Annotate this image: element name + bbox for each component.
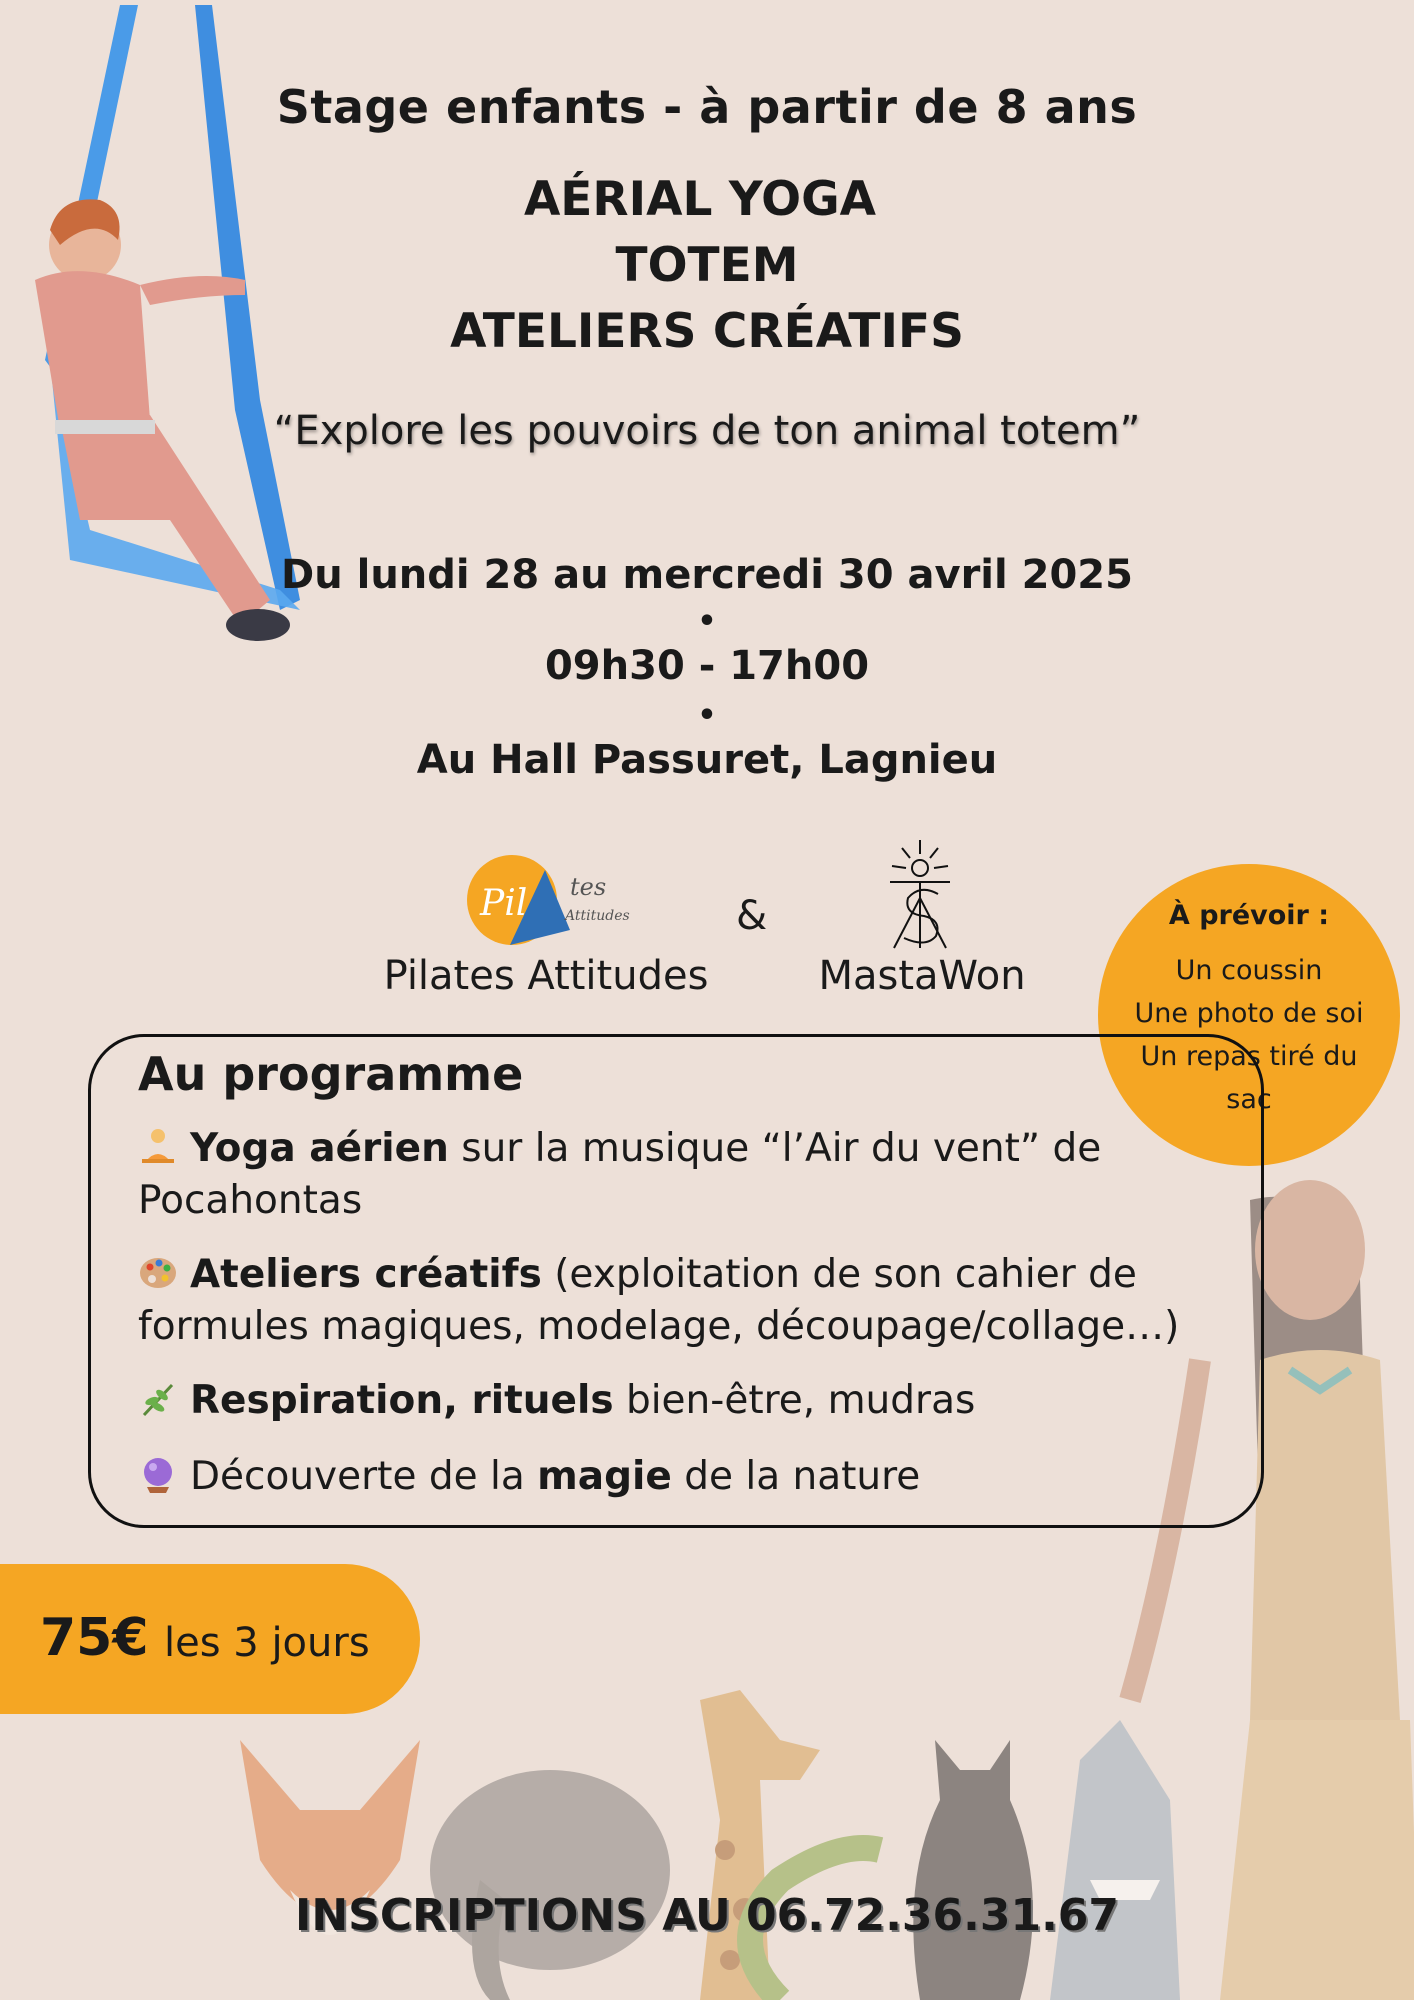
animals-illustration [220,1680,1220,2000]
price-label: les 3 jours [164,1620,370,1666]
location: Au Hall Passuret, Lagnieu [416,737,998,783]
separator-bullet: • [697,698,717,733]
partner-name-pilates: Pilates Attitudes [383,953,709,999]
a-prevoir-title: À prévoir : [1168,900,1330,931]
svg-text:Attitudes: Attitudes [565,908,630,924]
programme-item-respiration: Respiration, rituels bien-être, mudras [138,1375,1248,1427]
a-prevoir-item: sac [1226,1084,1272,1115]
separator-bullet: • [697,604,717,639]
subtitle: Stage enfants - à partir de 8 ans [276,80,1138,134]
herb-icon [138,1379,178,1419]
programme-item-ateliers: Ateliers créatifs (exploitation de son cahier de formules magiques, modelage, découpage/collage…) [138,1252,1180,1349]
dates: Du lundi 28 au mercredi 30 avril 2025 [281,552,1133,598]
programme-item-magie: Découverte de la magie de la nature [138,1451,1248,1503]
hours: 09h30 - 17h00 [544,643,870,689]
quote: “Explore les pouvoirs de ton animal totem” [273,408,1141,454]
mastawon-logo [880,838,960,953]
ampersand: & [736,893,768,939]
title-line-ateliers: ATELIERS CRÉATIFS [450,304,964,359]
programme-item-yoga: Yoga aérien sur la musique “l’Air du vent” de Pocahontas [138,1126,1102,1223]
a-prevoir-item: Un coussin [1175,955,1323,986]
a-prevoir-item: Une photo de soi [1134,998,1364,1029]
pilates-attitudes-logo [460,850,640,950]
title-line-aerial-yoga: AÉRIAL YOGA [523,172,877,227]
price-amount: 75€ [40,1608,149,1668]
title-line-totem: TOTEM [615,238,799,293]
a-prevoir-item: Un repas tiré du [1140,1041,1358,1072]
programme-title: Au programme [138,1047,524,1101]
crystal-ball-icon [138,1455,178,1495]
partner-name-mastawon: MastaWon [818,953,1026,999]
inscriptions-phone: INSCRIPTIONS AU 06.72.36.31.67 [294,1890,1120,1941]
svg-text:tes: tes [570,873,607,901]
programme-box [88,1034,1264,1528]
svg-text:Pil: Pil [480,883,528,924]
yoga-icon [138,1127,178,1167]
palette-icon [138,1253,178,1293]
